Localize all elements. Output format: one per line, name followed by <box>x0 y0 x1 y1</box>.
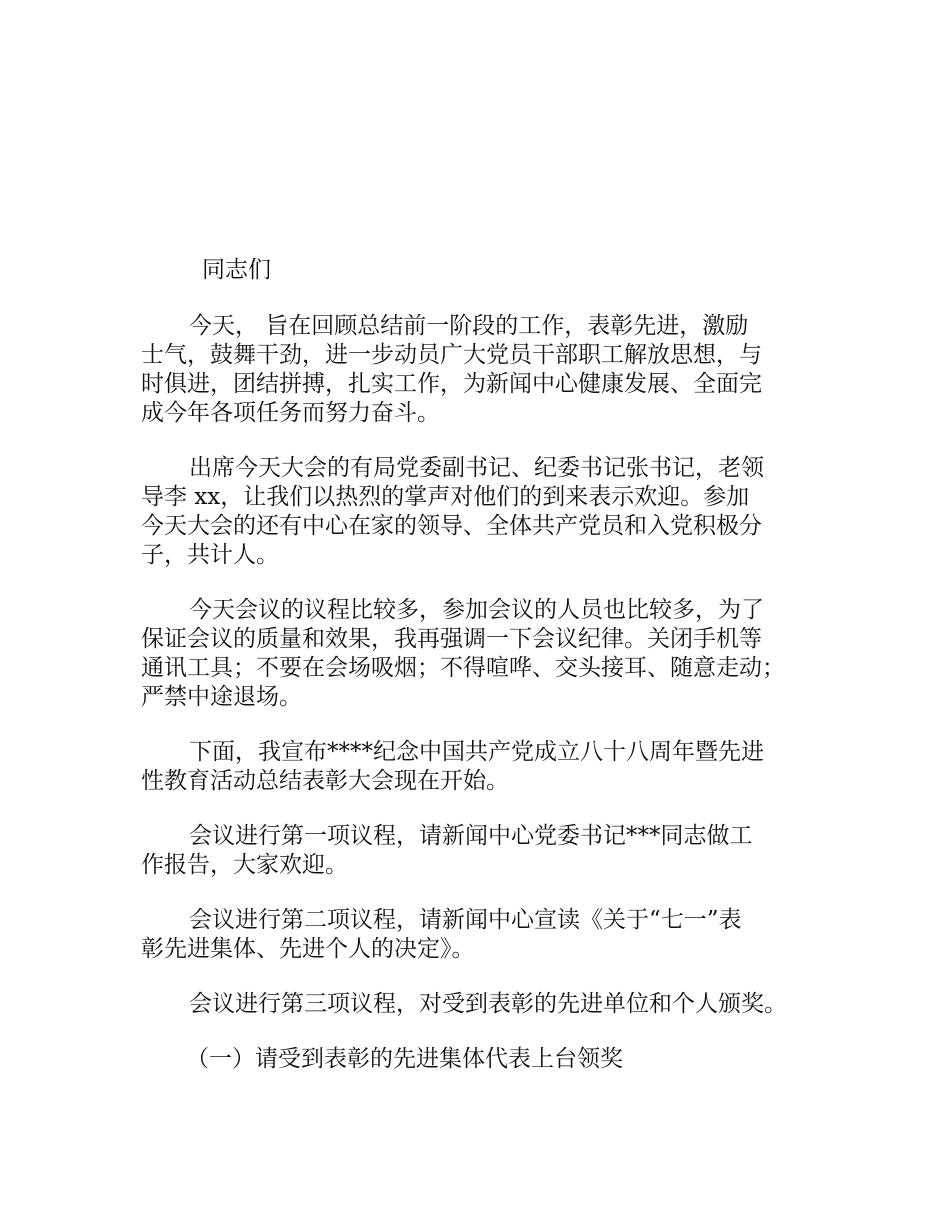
paragraph-line: 今天大会的还有中心在家的领导、全体共产党员和入党积极分 <box>141 513 762 539</box>
paragraph-agenda-2 <box>141 906 831 964</box>
paragraph-line: 子，共计人。 <box>141 542 279 568</box>
paragraph-line: 通讯工具；不要在会场吸烟；不得喧哗、交头接耳、随意走动； <box>141 655 785 681</box>
document-body <box>141 312 831 1097</box>
paragraph-line: 下面，我宣布****纪念中国共产党成立八十八周年暨先进 <box>189 739 764 765</box>
paragraph-line: 严禁中途退场。 <box>141 684 302 710</box>
paragraph-announcement <box>141 738 831 796</box>
paragraph-line: 时俱进，团结拼搏，扎实工作，为新闻中心健康发展、全面完 <box>141 371 762 397</box>
paragraph-line: 作报告，大家欢迎。 <box>141 852 348 878</box>
paragraph-line: 保证会议的质量和效果，我再强调一下会议纪律。关闭手机等 <box>141 626 762 652</box>
paragraph-line: 会议进行第二项议程，请新闻中心宣读《关于“七一”表 <box>189 907 742 933</box>
paragraph-opening <box>141 312 831 428</box>
paragraph-line: 今天会议的议程比较多，参加会议的人员也比较多，为了 <box>189 597 764 623</box>
paragraph-line: 今天， 旨在回顾总结前一阶段的工作，表彰先进，激励 <box>189 313 749 339</box>
paragraph-line: 彰先进集体、先进个人的决定》。 <box>141 936 475 962</box>
paragraph-line: 会议进行第一项议程，请新闻中心党委书记***同志做工 <box>189 823 753 849</box>
paragraph-line: 导李 xx，让我们以热烈的掌声对他们的到来表示欢迎。参加 <box>141 484 750 510</box>
paragraph-discipline <box>141 596 831 712</box>
agenda-sub-item: （一）请受到表彰的先进集体代表上台领奖 <box>186 1046 623 1072</box>
paragraph-attendees <box>141 454 831 570</box>
paragraph-line: 出席今天大会的有局党委副书记、纪委书记张书记，老领 <box>189 455 764 481</box>
paragraph-line: 会议进行第三项议程，对受到表彰的先进单位和个人颁奖。 <box>189 991 787 1017</box>
paragraph-line: 性教育活动总结表彰大会现在开始。 <box>141 768 509 794</box>
paragraph-line: 成今年各项任务而努力奋斗。 <box>141 400 440 426</box>
greeting: 同志们 <box>202 257 271 283</box>
paragraph-agenda-3 <box>141 990 831 1019</box>
paragraph-line: 士气，鼓舞干劲，进一步动员广大党员干部职工解放思想，与 <box>141 342 762 368</box>
paragraph-agenda-1 <box>141 822 831 880</box>
